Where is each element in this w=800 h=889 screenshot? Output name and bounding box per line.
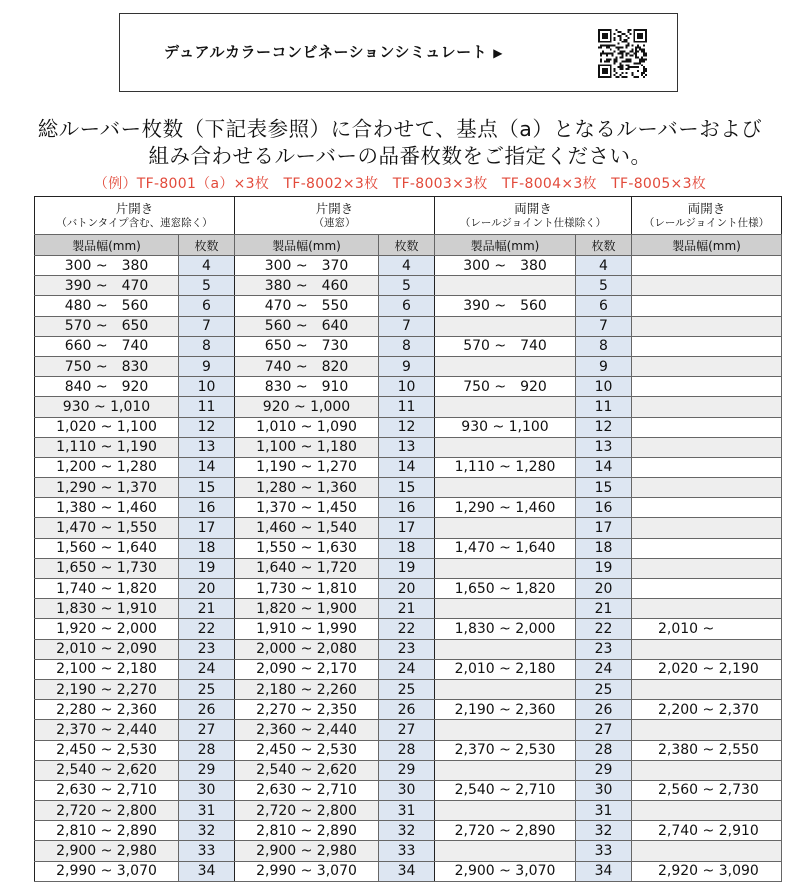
count-cell: 34 xyxy=(179,861,235,881)
table-row xyxy=(35,740,782,760)
width-cell: 2,200 ~ 2,370 xyxy=(632,700,782,720)
count-cell: 8 xyxy=(179,336,235,356)
width-cell: 1,910 ~ 1,990 xyxy=(235,619,379,639)
count-cell: 11 xyxy=(576,397,632,417)
width-cell: 920 ~ 1,000 xyxy=(235,397,379,417)
width-cell: 2,190 ~ 2,270 xyxy=(35,679,179,699)
width-cell: 2,990 ~ 3,070 xyxy=(235,861,379,881)
table-row xyxy=(35,558,782,578)
count-cell: 12 xyxy=(179,417,235,437)
table-row xyxy=(35,841,782,861)
instruction-line-2: 組み合わせるルーバーの品番枚数をご指定ください。 xyxy=(148,144,652,168)
count-cell: 10 xyxy=(576,377,632,397)
width-cell: 2,540 ~ 2,710 xyxy=(435,780,576,800)
count-cell: 21 xyxy=(576,599,632,619)
count-cell: 14 xyxy=(576,457,632,477)
count-cell: 9 xyxy=(576,356,632,376)
count-cell: 12 xyxy=(379,417,435,437)
count-cell: 23 xyxy=(179,639,235,659)
width-cell: 2,720 ~ 2,800 xyxy=(35,801,179,821)
table-row xyxy=(35,417,782,437)
count-cell: 4 xyxy=(576,256,632,276)
width-cell: 1,110 ~ 1,190 xyxy=(35,437,179,457)
width-cell: 2,540 ~ 2,620 xyxy=(35,760,179,780)
count-cell: 17 xyxy=(179,518,235,538)
width-cell: 2,100 ~ 2,180 xyxy=(35,659,179,679)
width-cell: 1,190 ~ 1,270 xyxy=(235,457,379,477)
width-cell: 2,450 ~ 2,530 xyxy=(235,740,379,760)
width-cell xyxy=(435,478,576,498)
width-cell xyxy=(632,417,782,437)
count-header: 枚数 xyxy=(379,235,435,256)
width-cell xyxy=(632,356,782,376)
count-cell: 9 xyxy=(179,356,235,376)
width-cell: 2,720 ~ 2,800 xyxy=(235,801,379,821)
width-cell: 2,370 ~ 2,440 xyxy=(35,720,179,740)
width-cell: 1,290 ~ 1,370 xyxy=(35,478,179,498)
width-cell: 2,010 ~ 2,180 xyxy=(435,659,576,679)
count-cell: 25 xyxy=(179,679,235,699)
count-cell: 16 xyxy=(179,498,235,518)
table-row xyxy=(35,780,782,800)
count-cell: 29 xyxy=(379,760,435,780)
count-cell: 18 xyxy=(179,538,235,558)
table-row xyxy=(35,377,782,397)
table-row xyxy=(35,316,782,336)
count-cell: 5 xyxy=(179,276,235,296)
width-cell: 1,380 ~ 1,460 xyxy=(35,498,179,518)
count-cell: 11 xyxy=(379,397,435,417)
count-cell: 24 xyxy=(576,659,632,679)
width-cell: 2,000 ~ 2,080 xyxy=(235,639,379,659)
width-cell: 650 ~ 730 xyxy=(235,336,379,356)
table-row xyxy=(35,861,782,881)
width-cell xyxy=(632,336,782,356)
group-header xyxy=(35,197,235,235)
count-cell: 8 xyxy=(576,336,632,356)
width-cell: 660 ~ 740 xyxy=(35,336,179,356)
width-cell: 2,920 ~ 3,090 xyxy=(632,861,782,881)
count-cell: 27 xyxy=(179,720,235,740)
count-cell: 30 xyxy=(379,780,435,800)
width-cell: 1,820 ~ 1,900 xyxy=(235,599,379,619)
width-cell: 570 ~ 650 xyxy=(35,316,179,336)
table-row xyxy=(35,478,782,498)
count-cell: 16 xyxy=(576,498,632,518)
width-cell xyxy=(632,760,782,780)
count-cell: 4 xyxy=(179,256,235,276)
table-row xyxy=(35,256,782,276)
count-cell: 16 xyxy=(379,498,435,518)
width-cell: 1,020 ~ 1,100 xyxy=(35,417,179,437)
width-cell: 1,280 ~ 1,360 xyxy=(235,478,379,498)
width-cell xyxy=(435,801,576,821)
width-cell xyxy=(632,599,782,619)
width-cell xyxy=(632,457,782,477)
width-cell xyxy=(632,437,782,457)
count-cell: 31 xyxy=(576,801,632,821)
width-cell: 1,100 ~ 1,180 xyxy=(235,437,379,457)
width-cell: 2,540 ~ 2,620 xyxy=(235,760,379,780)
count-cell: 26 xyxy=(179,700,235,720)
count-cell: 7 xyxy=(379,316,435,336)
width-cell xyxy=(435,437,576,457)
count-cell: 22 xyxy=(179,619,235,639)
count-cell: 19 xyxy=(379,558,435,578)
count-cell: 30 xyxy=(576,780,632,800)
count-cell: 5 xyxy=(576,276,632,296)
width-cell: 1,290 ~ 1,460 xyxy=(435,498,576,518)
width-cell: 1,730 ~ 1,810 xyxy=(235,579,379,599)
count-cell: 15 xyxy=(379,478,435,498)
count-cell: 19 xyxy=(179,558,235,578)
width-cell: 2,180 ~ 2,260 xyxy=(235,679,379,699)
table-row xyxy=(35,397,782,417)
table-row xyxy=(35,801,782,821)
group-subtitle: （レールジョイント仕様除く） xyxy=(459,216,607,229)
count-cell: 23 xyxy=(576,639,632,659)
width-cell xyxy=(435,760,576,780)
width-cell: 2,630 ~ 2,710 xyxy=(35,780,179,800)
count-cell: 6 xyxy=(576,296,632,316)
width-cell xyxy=(632,518,782,538)
width-cell: 2,190 ~ 2,360 xyxy=(435,700,576,720)
count-cell: 29 xyxy=(179,760,235,780)
count-cell: 5 xyxy=(379,276,435,296)
table-row xyxy=(35,619,782,639)
width-cell: 390 ~ 470 xyxy=(35,276,179,296)
count-cell: 9 xyxy=(379,356,435,376)
width-cell: 300 ~ 380 xyxy=(35,256,179,276)
table-row xyxy=(35,821,782,841)
width-cell: 1,470 ~ 1,550 xyxy=(35,518,179,538)
group-title: 片開き xyxy=(115,200,154,216)
group-header xyxy=(435,197,632,235)
width-cell: 740 ~ 820 xyxy=(235,356,379,376)
width-cell xyxy=(632,498,782,518)
width-cell: 2,010 ~ xyxy=(632,619,782,639)
width-cell: 1,110 ~ 1,280 xyxy=(435,457,576,477)
count-header: 枚数 xyxy=(576,235,632,256)
width-cell: 1,830 ~ 1,910 xyxy=(35,599,179,619)
count-cell: 22 xyxy=(576,619,632,639)
width-cell: 1,550 ~ 1,630 xyxy=(235,538,379,558)
count-cell: 14 xyxy=(179,457,235,477)
count-cell: 4 xyxy=(379,256,435,276)
width-cell: 300 ~ 370 xyxy=(235,256,379,276)
count-cell: 20 xyxy=(379,579,435,599)
width-cell: 2,900 ~ 2,980 xyxy=(35,841,179,861)
count-cell: 6 xyxy=(179,296,235,316)
count-cell: 15 xyxy=(179,478,235,498)
width-cell xyxy=(632,296,782,316)
width-cell: 830 ~ 910 xyxy=(235,377,379,397)
width-cell: 1,830 ~ 2,000 xyxy=(435,619,576,639)
width-cell: 1,470 ~ 1,640 xyxy=(435,538,576,558)
width-cell xyxy=(632,377,782,397)
count-cell: 28 xyxy=(379,740,435,760)
table-row xyxy=(35,599,782,619)
width-cell: 2,450 ~ 2,530 xyxy=(35,740,179,760)
count-cell: 10 xyxy=(179,377,235,397)
count-cell: 27 xyxy=(576,720,632,740)
width-cell: 750 ~ 830 xyxy=(35,356,179,376)
count-cell: 7 xyxy=(179,316,235,336)
count-cell: 31 xyxy=(179,801,235,821)
count-cell: 33 xyxy=(576,841,632,861)
width-cell xyxy=(632,801,782,821)
width-cell: 2,270 ~ 2,350 xyxy=(235,700,379,720)
width-cell xyxy=(632,639,782,659)
count-cell: 22 xyxy=(379,619,435,639)
simulator-link-label: デュアルカラーコンビネーションシミュレート xyxy=(164,43,488,61)
simulator-link[interactable] xyxy=(164,14,503,92)
width-cell xyxy=(435,841,576,861)
group-subtitle: （レールジョイント仕様） xyxy=(643,216,770,229)
width-cell xyxy=(632,558,782,578)
table-row xyxy=(35,679,782,699)
width-cell: 2,280 ~ 2,360 xyxy=(35,700,179,720)
table-row xyxy=(35,659,782,679)
width-cell: 2,630 ~ 2,710 xyxy=(235,780,379,800)
count-cell: 20 xyxy=(576,579,632,599)
qr-code-icon[interactable] xyxy=(598,29,647,78)
width-cell xyxy=(632,316,782,336)
width-cell: 2,900 ~ 3,070 xyxy=(435,861,576,881)
group-subtitle: （バトンタイプ含む、連窓除く） xyxy=(56,216,213,229)
count-cell: 24 xyxy=(179,659,235,679)
width-cell: 1,650 ~ 1,820 xyxy=(435,579,576,599)
count-cell: 34 xyxy=(379,861,435,881)
count-cell: 17 xyxy=(576,518,632,538)
count-cell: 23 xyxy=(379,639,435,659)
width-cell xyxy=(435,639,576,659)
width-cell: 560 ~ 640 xyxy=(235,316,379,336)
group-title: 両開き xyxy=(514,200,552,216)
width-cell xyxy=(435,276,576,296)
count-cell: 18 xyxy=(379,538,435,558)
width-cell: 1,740 ~ 1,820 xyxy=(35,579,179,599)
count-cell: 34 xyxy=(576,861,632,881)
width-cell: 2,560 ~ 2,730 xyxy=(632,780,782,800)
count-cell: 13 xyxy=(379,437,435,457)
table-row xyxy=(35,336,782,356)
width-cell xyxy=(632,538,782,558)
group-header-row xyxy=(35,197,782,235)
width-cell: 840 ~ 920 xyxy=(35,377,179,397)
width-cell: 1,560 ~ 1,640 xyxy=(35,538,179,558)
width-cell: 480 ~ 560 xyxy=(35,296,179,316)
table-row xyxy=(35,639,782,659)
count-cell: 13 xyxy=(576,437,632,457)
width-header: 製品幅(mm) xyxy=(35,235,179,256)
simulator-link-banner[interactable] xyxy=(119,13,678,92)
table-row xyxy=(35,538,782,558)
width-cell: 2,380 ~ 2,550 xyxy=(632,740,782,760)
count-cell: 15 xyxy=(576,478,632,498)
table-row xyxy=(35,760,782,780)
count-cell: 32 xyxy=(576,821,632,841)
count-cell: 18 xyxy=(576,538,632,558)
count-cell: 30 xyxy=(179,780,235,800)
width-cell xyxy=(435,599,576,619)
count-cell: 11 xyxy=(179,397,235,417)
width-cell: 1,370 ~ 1,450 xyxy=(235,498,379,518)
width-cell xyxy=(632,478,782,498)
louver-count-table xyxy=(34,196,782,882)
width-cell: 1,650 ~ 1,730 xyxy=(35,558,179,578)
instruction-line-1: 総ルーバー枚数（下記表参照）に合わせて、基点（a）となるルーバーおよび xyxy=(37,117,763,141)
example-text: （例）TF-8001（a）×3枚 TF-8002×3枚 TF-8003×3枚 TF-8004×3枚 TF-8005×3枚 xyxy=(93,176,707,192)
width-cell: 2,360 ~ 2,440 xyxy=(235,720,379,740)
table-row xyxy=(35,518,782,538)
width-cell: 2,900 ~ 2,980 xyxy=(235,841,379,861)
width-cell: 2,810 ~ 2,890 xyxy=(35,821,179,841)
count-cell: 12 xyxy=(576,417,632,437)
instruction-text xyxy=(0,116,800,170)
count-cell: 8 xyxy=(379,336,435,356)
width-cell: 390 ~ 560 xyxy=(435,296,576,316)
count-cell: 21 xyxy=(379,599,435,619)
count-cell: 26 xyxy=(379,700,435,720)
width-cell: 2,720 ~ 2,890 xyxy=(435,821,576,841)
width-header: 製品幅(mm) xyxy=(235,235,379,256)
width-cell: 570 ~ 740 xyxy=(435,336,576,356)
column-header-row xyxy=(35,235,782,256)
count-cell: 33 xyxy=(379,841,435,861)
width-cell: 750 ~ 920 xyxy=(435,377,576,397)
width-cell: 1,640 ~ 1,720 xyxy=(235,558,379,578)
width-cell xyxy=(435,356,576,376)
count-cell: 19 xyxy=(576,558,632,578)
count-cell: 21 xyxy=(179,599,235,619)
table-row xyxy=(35,498,782,518)
width-cell xyxy=(632,720,782,740)
count-cell: 6 xyxy=(379,296,435,316)
width-cell: 2,010 ~ 2,090 xyxy=(35,639,179,659)
width-cell xyxy=(435,558,576,578)
count-cell: 14 xyxy=(379,457,435,477)
width-cell: 2,090 ~ 2,170 xyxy=(235,659,379,679)
table-row xyxy=(35,720,782,740)
count-cell: 32 xyxy=(179,821,235,841)
count-cell: 27 xyxy=(379,720,435,740)
width-cell: 930 ~ 1,100 xyxy=(435,417,576,437)
width-cell: 300 ~ 380 xyxy=(435,256,576,276)
table-row xyxy=(35,356,782,376)
width-cell xyxy=(435,679,576,699)
width-cell xyxy=(632,679,782,699)
width-cell: 1,920 ~ 2,000 xyxy=(35,619,179,639)
table-row xyxy=(35,296,782,316)
table-row xyxy=(35,276,782,296)
count-cell: 10 xyxy=(379,377,435,397)
table-row xyxy=(35,700,782,720)
width-cell: 2,370 ~ 2,530 xyxy=(435,740,576,760)
width-cell xyxy=(435,397,576,417)
width-cell: 2,810 ~ 2,890 xyxy=(235,821,379,841)
table-row xyxy=(35,457,782,477)
count-cell: 24 xyxy=(379,659,435,679)
width-cell xyxy=(435,316,576,336)
count-cell: 31 xyxy=(379,801,435,821)
width-cell: 1,010 ~ 1,090 xyxy=(235,417,379,437)
table-row xyxy=(35,579,782,599)
count-header: 枚数 xyxy=(179,235,235,256)
group-header xyxy=(632,197,782,235)
width-cell xyxy=(632,579,782,599)
width-cell: 2,990 ~ 3,070 xyxy=(35,861,179,881)
play-arrow-icon: ▶ xyxy=(493,46,503,60)
width-cell xyxy=(632,256,782,276)
width-cell xyxy=(632,841,782,861)
width-header: 製品幅(mm) xyxy=(435,235,576,256)
count-cell: 28 xyxy=(576,740,632,760)
count-cell: 13 xyxy=(179,437,235,457)
width-cell: 1,460 ~ 1,540 xyxy=(235,518,379,538)
width-cell: 1,200 ~ 1,280 xyxy=(35,457,179,477)
group-title: 両開き xyxy=(687,200,726,216)
width-cell xyxy=(632,276,782,296)
count-cell: 33 xyxy=(179,841,235,861)
width-cell: 2,020 ~ 2,190 xyxy=(632,659,782,679)
width-cell: 380 ~ 460 xyxy=(235,276,379,296)
width-cell xyxy=(435,518,576,538)
group-header xyxy=(235,197,435,235)
count-cell: 26 xyxy=(576,700,632,720)
group-subtitle: （連窓） xyxy=(313,216,356,229)
width-cell: 2,740 ~ 2,910 xyxy=(632,821,782,841)
count-cell: 28 xyxy=(179,740,235,760)
table-row xyxy=(35,437,782,457)
width-cell xyxy=(435,720,576,740)
width-cell xyxy=(632,397,782,417)
width-header: 製品幅(mm) xyxy=(632,235,782,256)
count-cell: 25 xyxy=(379,679,435,699)
count-cell: 17 xyxy=(379,518,435,538)
count-cell: 7 xyxy=(576,316,632,336)
count-cell: 25 xyxy=(576,679,632,699)
width-cell: 470 ~ 550 xyxy=(235,296,379,316)
group-title: 片開き xyxy=(315,200,354,216)
count-cell: 20 xyxy=(179,579,235,599)
width-cell: 930 ~ 1,010 xyxy=(35,397,179,417)
count-cell: 32 xyxy=(379,821,435,841)
count-cell: 29 xyxy=(576,760,632,780)
